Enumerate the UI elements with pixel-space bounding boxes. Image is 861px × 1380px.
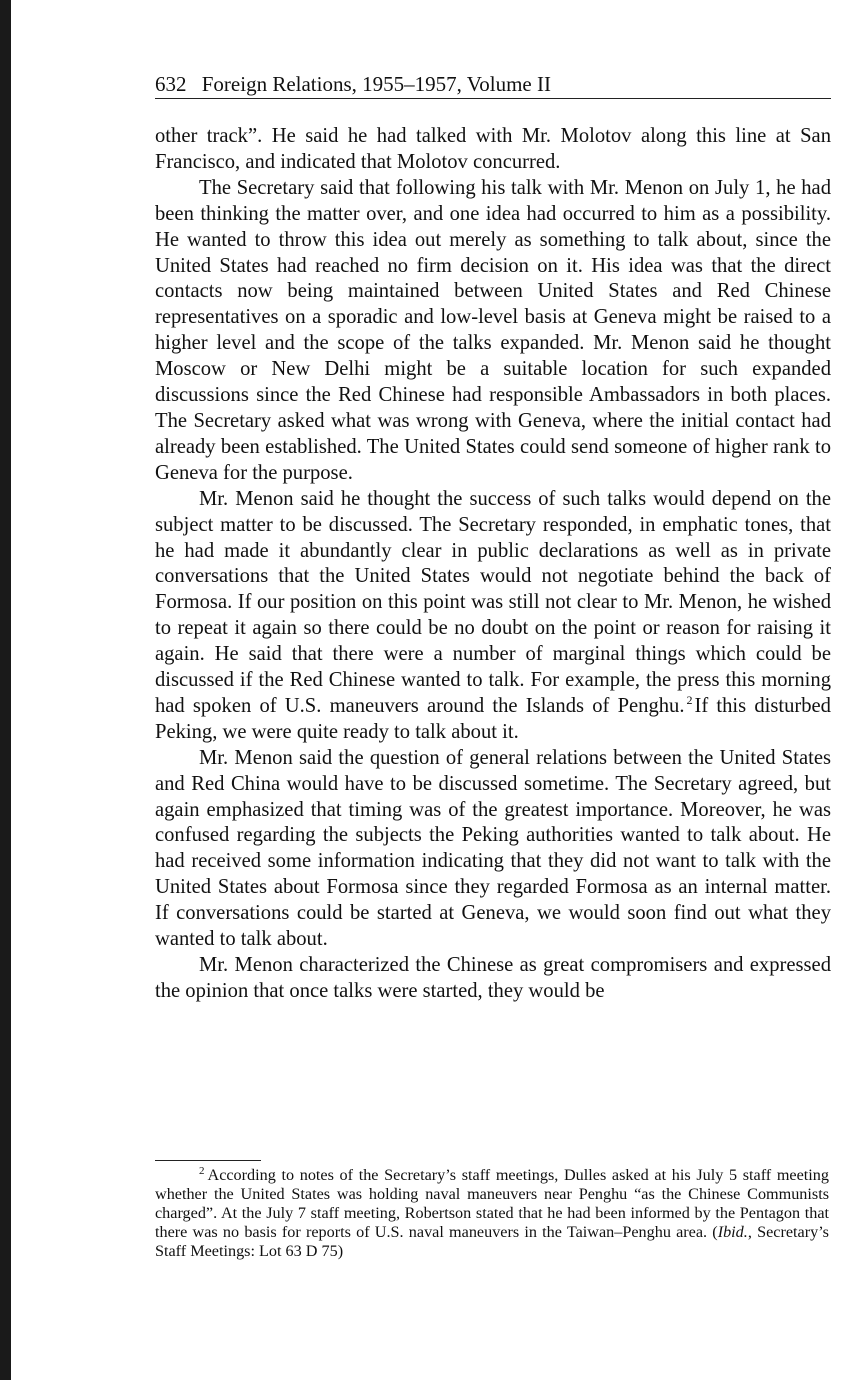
paragraph: other track”. He said he had talked with Mr. Molotov along this line at San Francisco, and indicated that Molotov concurred. — [155, 125, 831, 173]
paragraph: Mr. Menon said the question of general relations between the United States and Red China would have to be discussed sometime. The Secretary agreed, but again emphasized that timing was of the greatest importance. Moreover, he was confused regarding the subjects the Peking authorities wanted to talk about. He had received some information indicating that they did not want to talk with the United States about Formosa since they regarded Formosa as an internal matter. If conversations could be started at Geneva, we would soon find out what they wanted to talk about. — [155, 746, 831, 951]
footnote-text: According to notes of the Secretary’s staff meetings, Dulles asked at his July 5 staff meeting whether the United States was holding naval maneuvers near Penghu “as the Chinese Communists charged”. At the July 7 staff meeting, Robertson stated that he had been informed by the Pentagon that there was no basis for reports of U.S. naval maneuvers in the Taiwan–Penghu area. ( — [155, 1166, 829, 1242]
paragraph — [155, 487, 831, 746]
paragraph: The Secretary said that following his talk with Mr. Menon on July 1, he had been thinking the matter over, and one idea had occurred to him as a possibility. He wanted to throw this idea out merely as something to talk about, since the United States had reached no firm decision on it. His idea was that the direct contacts now being maintained between United States and Red Chinese representatives on a sporadic and low-level basis at Geneva might be raised to a higher level and the scope of the talks expanded. Mr. Menon said he thought Moscow or New Delhi might be a suitable location for such expanded discussions since the Red Chinese had responsible Ambassadors in both places. The Secretary asked what was wrong with Geneva, where the initial contact had already been established. The United States could send someone of higher rank to Geneva for the purpose. — [155, 176, 831, 484]
footnote-separator — [155, 1160, 261, 1161]
footnote-mark: 2 — [199, 1164, 205, 1177]
running-title: Foreign Relations, 1955–1957, Volume II — [201, 72, 551, 96]
scan-border — [0, 0, 11, 1380]
footnote-text: , Secretary’s Staff Meetings: Lot 63 D 75) — [155, 1223, 829, 1261]
footnote — [155, 1166, 829, 1261]
paragraph-text: If this disturbed Peking, we were quite ready to talk about it. — [155, 694, 831, 743]
paragraph-text: Mr. Menon said he thought the success of such talks would depend on the subject matter to be discussed. The Secretary responded, in emphatic tones, that he had made it abundantly clear in public declarations as well as in private conversations that the United States would not negotiate behind the back of Formosa. If our position on this point was still not clear to Mr. Menon, he wished to repeat it again so there could be no doubt on the point or reason for raising it again. He said that there were a number of marginal things which could be discussed if the Red Chinese wanted to talk. For example, the press this morning had spoken of U.S. maneuvers around the Islands of Penghu. — [155, 487, 831, 717]
paragraph: Mr. Menon characterized the Chinese as great compromisers and expressed the opinion that once talks were started, they would be — [155, 954, 831, 1002]
running-header — [155, 70, 831, 99]
main-text — [155, 124, 831, 1005]
footnote-reference: 2 — [686, 693, 693, 708]
page-number: 632 — [155, 72, 187, 96]
footnote-italic: Ibid. — [717, 1223, 748, 1242]
